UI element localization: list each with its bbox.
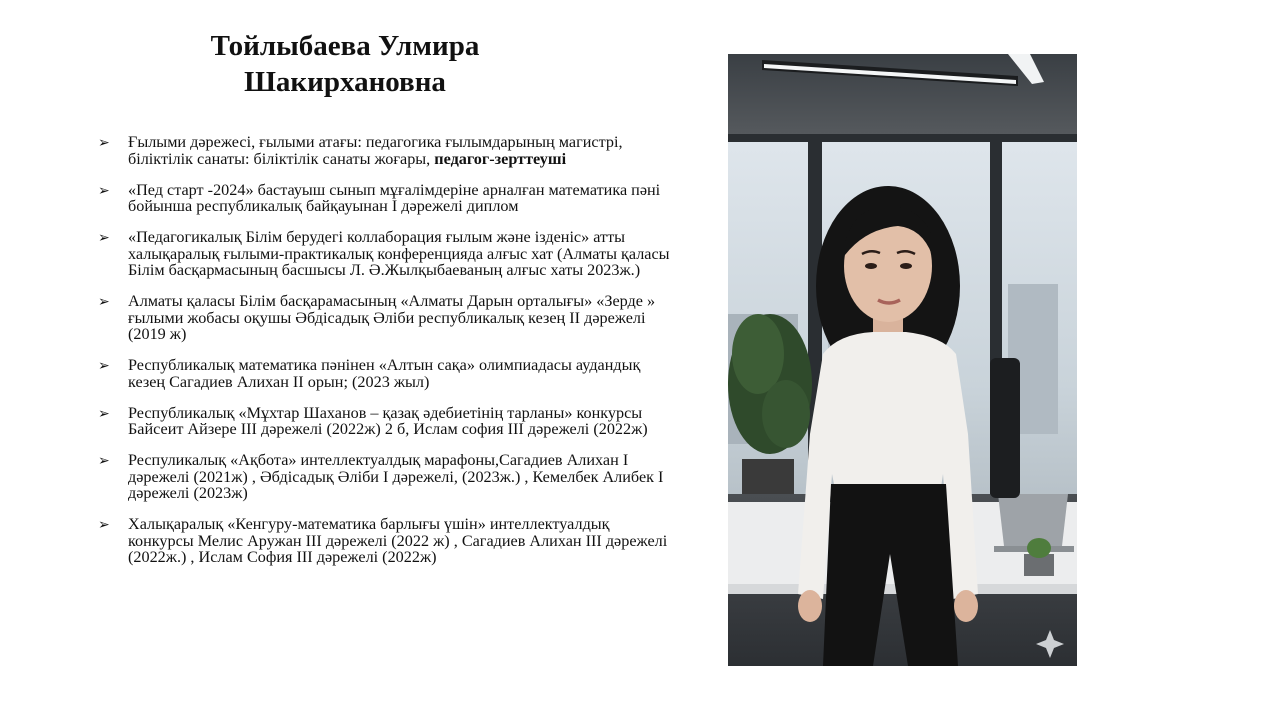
achievement-text: Ғылыми дәрежесі, ғылыми атағы: педагогика ғылымдарының магистрі, біліктілік санаты: біліктілік санаты жоғары,	[128, 133, 623, 168]
arrow-bullet-icon: ➢	[98, 135, 110, 151]
achievement-text: Халықаралық «Кенгуру-математика барлығы үшін» интеллектуалдық конкурсы Мелис Аружан III дәрежелі (2022 ж) , Сагадиев Алихан III дәрежелі (2022ж.) , Ислам София III дәрежелі (2022ж)	[128, 515, 668, 566]
arrow-bullet-icon: ➢	[98, 294, 110, 310]
achievement-text: Респуликалық «Ақбота» интеллектуалдық марафоны,Сагадиев Алихан I дәрежелі (2021ж) , Әбдісадық Әліби I дәрежелі, (2023ж.) , Кемелбек Алибек I дәрежелі (2023ж)	[128, 451, 664, 502]
list-item	[98, 293, 673, 343]
arrow-bullet-icon: ➢	[98, 358, 110, 374]
achievement-text: «Педагогикалық Білім берудегі коллаборация ғылым және ізденіс» атты халықаралық ғылыми-практикалық конференцияда алғыс хат (Алматы қаласы Білім басқармасының басшысы Л. Ә.Жылқыбаеваның алғыс хаты 2023ж.)	[128, 228, 670, 279]
arrow-bullet-icon: ➢	[98, 182, 110, 199]
portrait-illustration	[728, 54, 1077, 666]
arrow-bullet-icon: ➢	[98, 230, 110, 246]
list-item	[98, 452, 673, 502]
achievement-text: «Пед старт -2024» бастауыш сынып мұғалімдеріне арналған математика пәні бойынша республикалық байқауынан I дәрежелі диплом	[128, 180, 661, 215]
list-item	[98, 357, 673, 390]
list-item	[98, 516, 673, 566]
achievement-bold-text: педагог-зерттеуші	[434, 149, 567, 168]
arrow-bullet-icon: ➢	[98, 517, 110, 533]
list-item	[98, 134, 673, 167]
name-line-1: Тойлыбаева Улмира	[210, 30, 480, 62]
list-item	[98, 229, 673, 279]
arrow-bullet-icon: ➢	[98, 405, 110, 422]
portrait-photo	[728, 54, 1077, 666]
achievements-list	[98, 134, 673, 580]
achievement-text: Республикалық математика пәнінен «Алтын сақа» олимпиадасы аудандық кезең Сагадиев Алихан II орын; (2023 жыл)	[128, 356, 641, 391]
name-line-2: Шакирхановна	[244, 66, 446, 98]
list-item	[98, 405, 673, 438]
page-title	[150, 28, 540, 100]
arrow-bullet-icon: ➢	[98, 453, 110, 469]
achievement-text: Республикалық «Мұхтар Шаханов – қазақ әдебиетінің тарланы» конкурсы Байсеит Айзере III дәрежелі (2022ж) 2 б, Ислам софия III дәрежелі (2022ж)	[128, 403, 648, 438]
list-item	[98, 182, 673, 215]
achievement-text: Алматы қаласы Білім басқарамасының «Алматы Дарын орталығы» «Зерде » ғылыми жобасы оқушы Әбдісадық Әліби республикалық кезең II дәрежелі (2019 ж)	[128, 292, 656, 343]
